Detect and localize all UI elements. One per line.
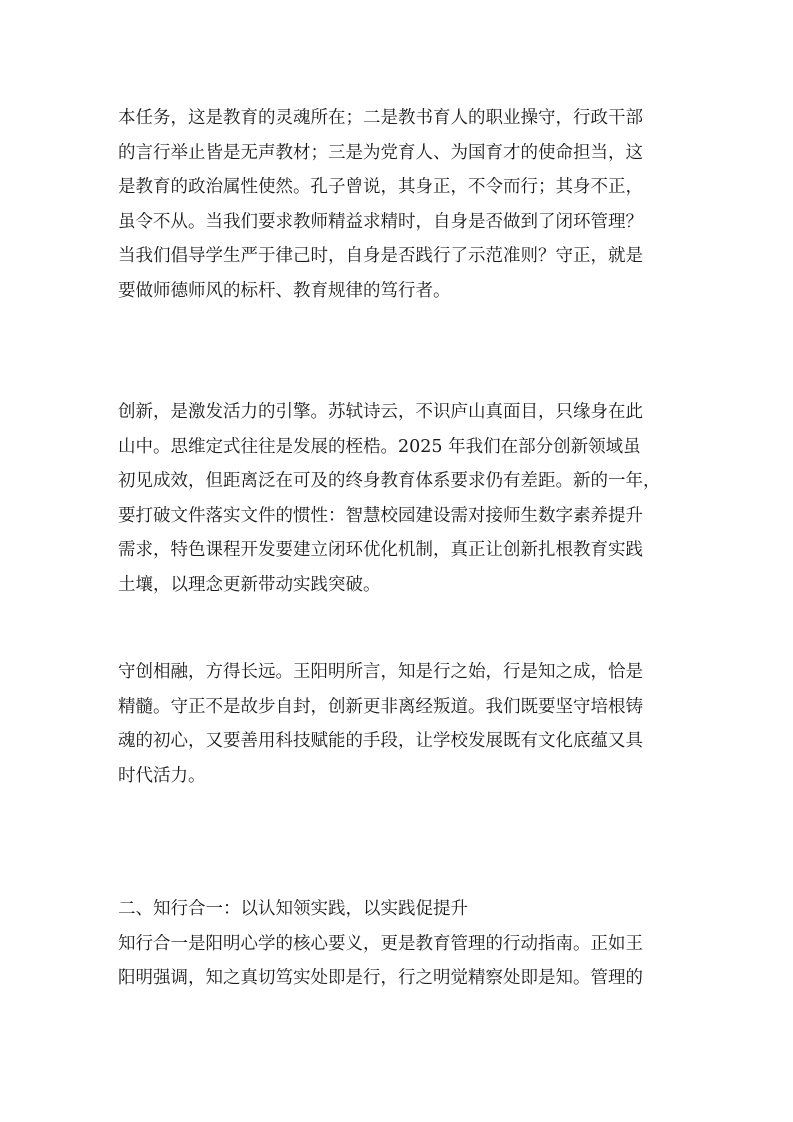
paragraph-line: 要做师德师风的标杆、教育规律的笃行者。: [118, 280, 451, 301]
paragraph-3: [118, 655, 680, 793]
paragraph-line: 土壤，以理念更新带动实践突破。: [118, 574, 381, 595]
paragraph-line: 是教育的政治属性使然。孔子曾说，其身正，不令而行；其身不正，: [118, 177, 643, 197]
paragraph-line: 虽令不从。当我们要求教师精益求精时，自身是否做到了闭环管理？: [118, 211, 643, 232]
paragraph-line: 要打破文件落实文件的惯性：智慧校园建设需对接师生数字素养提升: [118, 505, 643, 526]
paragraph-line: 本任务，这是教育的灵魂所在；二是教书育人的职业操守，行政干部: [118, 108, 643, 128]
paragraph-line: 初见成效，但距离泛在可及的终身教育体系要求仍有差距。新的一年，: [118, 471, 661, 491]
paragraph-1: [118, 101, 680, 308]
paragraph-line: 精髓。守正不是故步自封，创新更非离经叛道。我们既要坚守培根铸: [118, 696, 643, 717]
paragraph-line: 守创相融，方得长远。王阳明所言，知是行之始，行是知之成，恰是: [118, 662, 643, 682]
paragraph-line: 魂的初心，又要善用科技赋能的手段，让学校发展既有文化底蕴又具: [118, 731, 643, 751]
section-heading: 二、知行合一：以认知领实践，以实践促提升: [118, 899, 468, 919]
paragraph-line: 需求，特色课程开发要建立闭环优化机制，真正让创新扎根教育实践: [118, 540, 643, 560]
paragraph-line: 的言行举止皆是无声教材；三是为党育人、为国育才的使命担当，这: [118, 142, 643, 163]
paragraph-2: [118, 395, 680, 602]
paragraph-line: 阳明强调，知之真切笃实处即是行，行之明觉精察处即是知。管理的: [118, 968, 643, 988]
paragraph-line: 创新，是激发活力的引擎。苏轼诗云，不识庐山真面目，只缘身在此: [118, 402, 643, 422]
paragraph-line: 知行合一是阳明心学的核心要义，更是教育管理的行动指南。正如王: [118, 933, 643, 954]
paragraph-4: [118, 892, 680, 996]
paragraph-line: 山中。思维定式往往是发展的桎梏。2025 年我们在部分创新领域虽: [118, 436, 641, 457]
paragraph-line: 时代活力。: [118, 765, 206, 786]
paragraph-line: 当我们倡导学生严于律己时，自身是否践行了示范准则？守正，就是: [118, 246, 643, 266]
